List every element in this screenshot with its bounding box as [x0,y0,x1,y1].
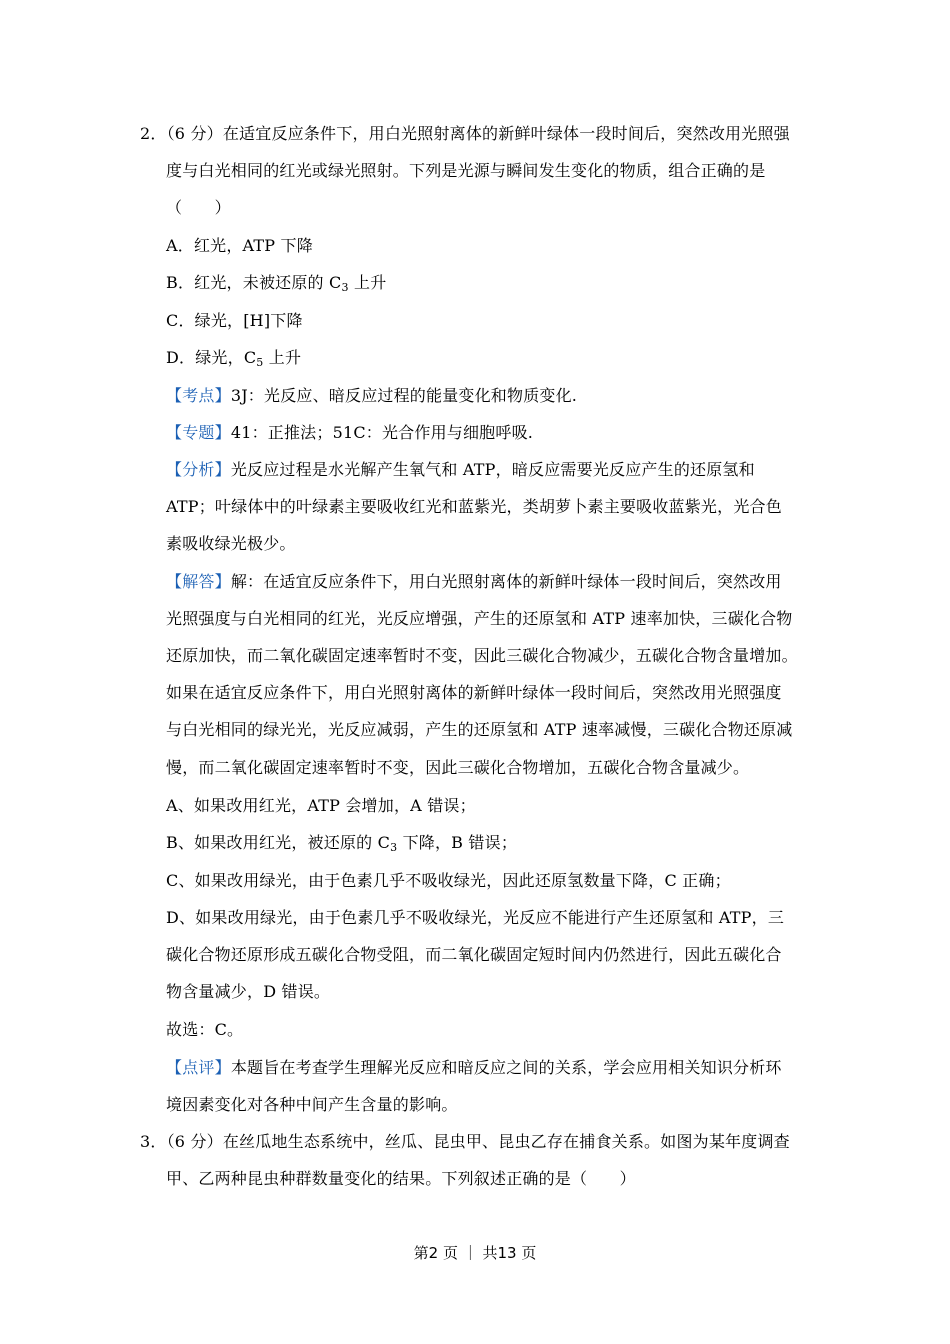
question-3-stem-line1: 3．（6 分）在丝瓜地生态系统中，丝瓜、昆虫甲、昆虫乙存在捕食关系。如图为某年度调查 [140,1132,790,1151]
option-c: C．绿光，[H]下降 [166,311,303,330]
fenxi-line2: ATP；叶绿体中的叶绿素主要吸收红光和蓝紫光，类胡萝卜素主要吸收蓝紫光，光合色 [166,497,782,516]
dianping-tag: 【点评】 [166,1058,231,1077]
jieda-line2: 光照强度与白光相同的红光，光反应增强，产生的还原氢和 ATP 速率加快，三碳化合物 [166,609,793,628]
option-a: A．红光，ATP 下降 [166,236,313,255]
dianping-line1: 【点评】本题旨在考查学生理解光反应和暗反应之间的关系，学会应用相关知识分析环 [166,1058,782,1077]
jieda-line6: 慢，而二氧化碳固定速率暂时不变，因此三碳化合物增加，五碳化合物含量减少。 [166,758,750,777]
jieda-option-d-line2: 碳化合物还原形成五碳化合物受阻，而二氧化碳固定短时间内仍然进行，因此五碳化合 [166,945,782,964]
jieda-choose: 故选：C。 [166,1020,244,1039]
question-2-stem-line2: 度与白光相同的红光或绿光照射。下列是光源与瞬间发生变化的物质，组合正确的是 [166,161,766,180]
question-3-stem-line2: 甲、乙两种昆虫种群数量变化的结果。下列叙述正确的是（ ） [166,1169,636,1188]
jieda-line5: 与白光相同的绿光光，光反应减弱，产生的还原氢和 ATP 速率减慢，三碳化合物还原减 [166,720,793,739]
jieda-option-d-line1: D、如果改用绿光，由于色素几乎不吸收绿光，光反应不能进行产生还原氢和 ATP，三 [166,908,785,927]
fenxi-line1: 【分析】光反应过程是水光解产生氧气和 ATP，暗反应需要光反应产生的还原氢和 [166,460,755,479]
jieda-option-b: B、如果改用红光，被还原的 $C_3$ 下降，B 错误； [166,833,518,854]
jieda-option-a: A、如果改用红光，ATP 会增加，A 错误； [166,796,476,815]
jieda-line3: 还原加快，而二氧化碳固定速率暂时不变，因此三碳化合物减少，五碳化合物含量增加。 [166,646,798,665]
dianping-line2: 境因素变化对各种中间产生含量的影响。 [166,1095,458,1114]
option-b: B．红光，未被还原的 $C_3$ 上升 [166,273,387,294]
page-footer: 第2 页 ｜ 共13 页 [413,1244,537,1262]
jieda-option-d-line3: 物含量减少，D 错误。 [166,982,331,1001]
jieda-tag: 【解答】 [166,572,231,591]
jieda-line1: 【解答】解：在适宜反应条件下，用白光照射离体的新鲜叶绿体一段时间后，突然改用 [166,572,782,591]
question-2-stem-line1: 2．（6 分）在适宜反应条件下，用白光照射离体的新鲜叶绿体一段时间后，突然改用光照强 [140,124,790,143]
jieda-line4: 如果在适宜反应条件下，用白光照射离体的新鲜叶绿体一段时间后，突然改用光照强度 [166,683,782,702]
kaodian-line: 【考点】3J：光反应、暗反应过程的能量变化和物质变化. [166,386,578,405]
option-d: D．绿光，$C_5$ 上升 [166,348,302,369]
question-2-stem-line3: （ ） [166,198,231,217]
kaodian-tag: 【考点】 [166,386,231,405]
fenxi-line3: 素吸收绿光极少。 [166,534,296,553]
fenxi-tag: 【分析】 [166,460,231,479]
zhuanti-line: 【专题】41：正推法；51C：光合作用与细胞呼吸. [166,423,534,442]
zhuanti-tag: 【专题】 [166,423,231,442]
jieda-option-c: C、如果改用绿光，由于色素几乎不吸收绿光，因此还原氢数量下降，C 正确； [166,871,731,890]
